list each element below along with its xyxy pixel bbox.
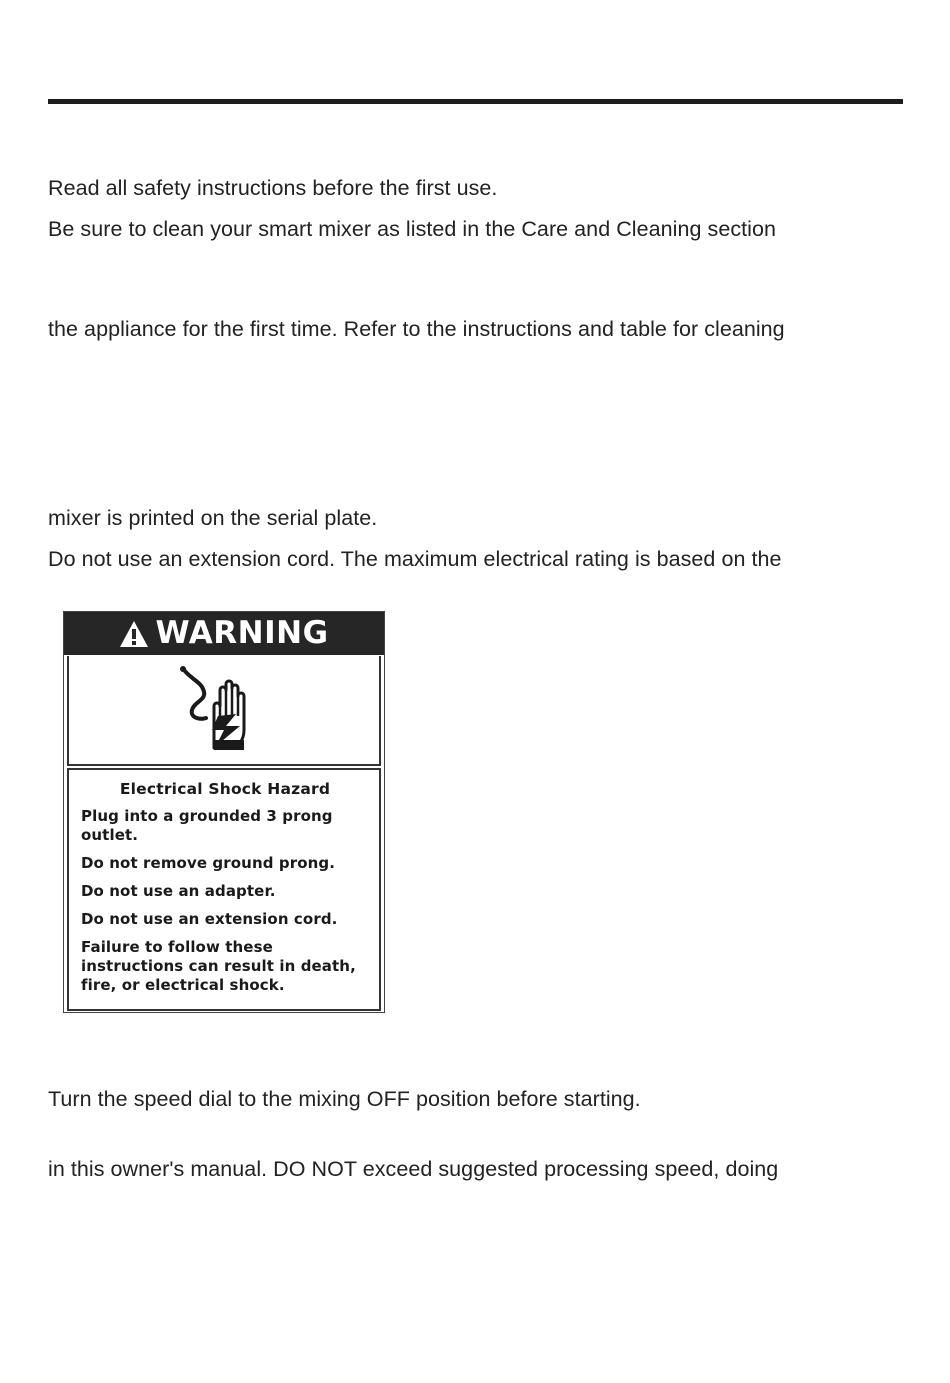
text-line-3: the appliance for the first time. Refer to the instructions and table for cleaning <box>48 317 785 341</box>
hazard-title: Electrical Shock Hazard <box>119 780 331 798</box>
hazard-text-box <box>67 768 381 1011</box>
text-line-2: Be sure to clean your smart mixer as listed in the Care and Cleaning section <box>48 217 776 241</box>
text-line-1: Read all safety instructions before the first use. <box>48 176 498 200</box>
alert-triangle-icon <box>119 620 149 648</box>
warning-header <box>64 612 384 655</box>
electrical-shock-hand-icon <box>174 660 274 761</box>
icon-box <box>67 656 381 766</box>
hazard-item: Failure to follow these instructions can result in death, fire, or electrical shock. <box>81 938 356 994</box>
hazard-item: Do not use an adapter. <box>81 882 276 900</box>
text-line-6: Turn the speed dial to the mixing OFF position before starting. <box>48 1087 641 1111</box>
hazard-item: Do not use an extension cord. <box>81 910 338 928</box>
text-line-7: in this owner's manual. DO NOT exceed suggested processing speed, doing <box>48 1157 779 1181</box>
warning-label <box>63 611 385 1013</box>
text-line-4: mixer is printed on the serial plate. <box>48 506 378 530</box>
header-rule <box>48 99 903 104</box>
hazard-item: Do not remove ground prong. <box>81 854 336 872</box>
hazard-item: Plug into a grounded 3 prong outlet. <box>81 807 333 844</box>
warning-title: WARNING <box>155 615 329 651</box>
text-line-5: Do not use an extension cord. The maximum electrical rating is based on the <box>48 547 782 571</box>
